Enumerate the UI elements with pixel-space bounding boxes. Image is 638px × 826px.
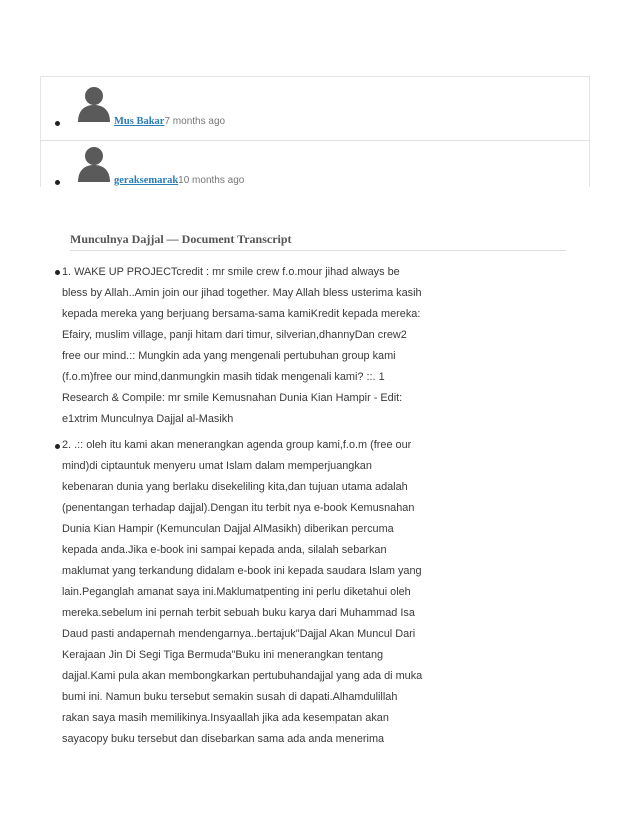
transcript-line: 1. WAKE UP PROJECTcredit : mr smile crew f.o.mour jihad always be	[62, 266, 400, 278]
comment-item	[114, 116, 225, 127]
transcript-line: Kerajaan Jin Di Segi Tiga Bermuda"Buku ini menerangkan tentang	[62, 649, 384, 661]
transcript-line: rakan saya masih memilikinya.Insyaallah jika ada kesempatan akan	[62, 712, 389, 724]
comment-author-link[interactable]: geraksemarak	[114, 175, 179, 186]
transcript-line: mereka.sebelum ini pernah terbit sebuah buku karya dari Muhammad Isa	[62, 607, 415, 619]
comment-author-link[interactable]: Mus Bakar	[114, 116, 165, 127]
transcript-line: sayacopy buku tersebut dan disebarkan sama ada anda menerima	[62, 733, 385, 745]
transcript-line: lain.Peganglah amanat saya ini.Maklumatpenting ini perlu diketahui oleh	[62, 586, 411, 598]
comments-panel	[40, 76, 590, 187]
transcript-line: (f.o.m)free our mind,danmungkin masih tidak mengenali kami? ::. 1	[62, 371, 385, 383]
bullet-icon	[55, 444, 60, 449]
transcript-line: mind)di ciptauntuk menyeru umat Islam dalam memperjuangkan	[62, 460, 372, 472]
transcript-line: e1xtrim Munculnya Dajjal al-Masikh	[62, 413, 234, 425]
bullet-icon	[55, 121, 60, 126]
transcript-item	[62, 262, 582, 430]
comment-time: 10 months ago	[178, 175, 245, 186]
comment-divider	[40, 140, 590, 141]
bullet-icon	[55, 180, 60, 185]
transcript-line: Efairy, muslim village, panji hitam dari timur, silverian,dhannyDan crew2	[62, 329, 407, 341]
comment-time: 7 months ago	[164, 116, 226, 127]
user-avatar-icon[interactable]	[76, 144, 112, 182]
transcript-line: 2. .:: oleh itu kami akan menerangkan agenda group kami,f.o.m (free our	[62, 439, 412, 451]
transcript-heading: Munculnya Dajjal — Document Transcript	[70, 232, 566, 251]
transcript-line: bless by Allah..Amin join our jihad together. May Allah bless usterima kasih	[62, 287, 422, 299]
transcript-item	[62, 435, 582, 750]
transcript-line: kebenaran dunia yang berlaku disekeliling kita,dan tujuan utama adalah	[62, 481, 408, 493]
bullet-icon	[55, 270, 60, 275]
transcript-line: free our mind.:: Mungkin ada yang mengenali pertubuhan group kami	[62, 350, 396, 362]
transcript-line: Research & Compile: mr smile Kemusnahan Dunia Kian Hampir - Edit:	[62, 392, 403, 404]
transcript-line: Dunia Kian Hampir (Kemunculan Dajjal AlMasikh) diberikan percuma	[62, 523, 394, 535]
transcript-line: bumi ini. Namun buku tersebut semakin susah di dapati.Alhamdulillah	[62, 691, 398, 703]
transcript-line: kepada anda.Jika e-book ini sampai kepada anda, silalah sebarkan	[62, 544, 387, 556]
transcript-line: (penentangan terhadap dajjal).Dengan itu terbit nya e-book Kemusnahan	[62, 502, 415, 514]
transcript-line: Daud pasti andapernah mendengarnya..bertajuk"Dajjal Akan Muncul Dari	[62, 628, 416, 640]
user-avatar-icon[interactable]	[76, 84, 112, 122]
transcript-line: dajjal.Kami pula akan membongkarkan pertubuhandajjal yang ada di muka	[62, 670, 423, 682]
comment-item	[114, 175, 244, 186]
transcript-line: maklumat yang terkandung didalam e-book ini kepada saudara Islam yang	[62, 565, 422, 577]
transcript-line: kepada mereka yang berjuang bersama-sama kamiKredit kepada mereka:	[62, 308, 421, 320]
